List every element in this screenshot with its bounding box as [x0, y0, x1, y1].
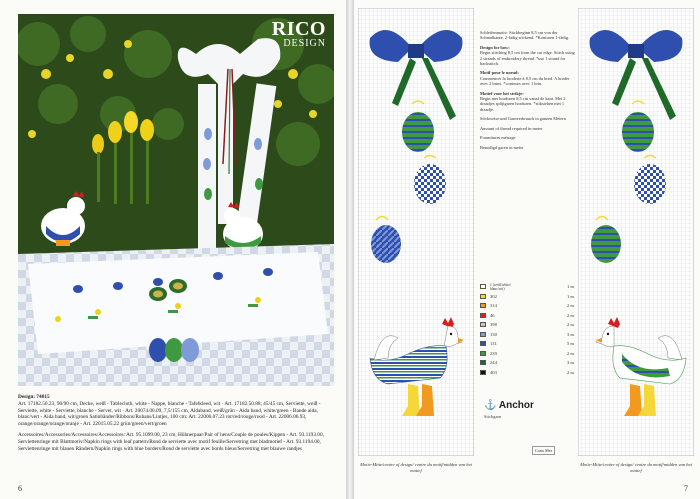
brand-subtitle: DESIGN	[283, 38, 326, 49]
instruction-nl: Begin met borduren 8,5 cm vanaf de kant. Met 2 draadjes splijtgaren borduren. *stiksteken met 1 draadje.	[480, 96, 566, 112]
anchor-subtitle: Stickgarn	[484, 414, 502, 419]
thread-row: 302 1 m	[480, 292, 574, 302]
instruction-en-title: Design for bow:	[480, 44, 510, 50]
thread-swatch	[480, 322, 486, 327]
thread-row: 403 2 m	[480, 368, 574, 378]
design-number: Design: 74815	[18, 394, 50, 400]
anchor-logo: ⚓ Anchor	[484, 400, 534, 411]
thread-swatch	[480, 294, 486, 299]
page-number-right: 7	[684, 484, 688, 493]
thread-swatch	[480, 351, 486, 356]
thread-note-de: Stickweise und Garnverbrauch in ganzen Metern	[480, 116, 566, 122]
motif-caption-left: Motiv-Mitte/centre of design/ centre du motif/midden van het motief	[360, 462, 472, 473]
coats-logo: Coats Mez	[532, 446, 555, 455]
stitch-instructions	[480, 30, 576, 154]
article-list: Art. 17182.50.23, 90/90 cm, Decke, weiß - Tablecloth, white - Nappe, blanche - Tafelkleed, wit · Art. 17182.50.88, 45/45 cm, Serviette, weiß - Serviette, white - Serviette, blanche - Servet, wit · Art. 20074.00.09, 7,5/155 cm, Aidaband, weiß/grün - Aida band, white/green - Bande aida, blanc/vert - Aida band, wit/groen Satinbänder/Ribbons/Rubans/Lintjes, 100 cm: Art. 22006.07.23 rot/red/rouge/rood - Art. 22006.06.93, orange/orange/orange/oranje - Art. 22015.05.22 grün/green/vert/groen	[18, 400, 321, 428]
thread-note-fr: Fournitures métrage	[480, 135, 516, 141]
thread-swatch	[480, 360, 486, 365]
right-page	[354, 0, 700, 499]
thread-row: 398 2 m	[480, 320, 574, 330]
thread-note-nl: Benodigd garen in meter	[480, 144, 524, 150]
thread-legend	[480, 282, 574, 377]
anchor-brand: Anchor	[498, 400, 534, 411]
thread-row: 314 2 m	[480, 301, 574, 311]
cross-stitch-chart-left	[358, 8, 474, 456]
brand-name: RICO	[271, 18, 326, 40]
thread-row: 131 5 m	[480, 339, 574, 349]
thread-row: 239 2 m	[480, 349, 574, 359]
motif-caption-right: Motiv-Mitte/centre of design/ centre du motif/midden van het motief	[580, 462, 692, 473]
thread-swatch	[480, 332, 486, 337]
photo-caption	[18, 394, 334, 456]
thread-swatch	[480, 370, 486, 375]
instruction-fr: Commencer la broderie à 8,5 cm du bord. A broder avec 2 brins. *contours avec 1 brin.	[480, 75, 570, 87]
thread-row: 244 3 m	[480, 358, 574, 368]
brand-logo	[272, 20, 326, 49]
product-photo	[18, 14, 334, 386]
instruction-de: Schleifenmotiv: Stickbeginn 8,5 cm von der Schmalkante, 2-fädig stickend. *Konturen 1-fädig.	[480, 30, 570, 41]
thread-row: 1 (weiß/white/ blanc/wit) 1 m	[480, 282, 574, 292]
chart-grid-left	[358, 8, 474, 456]
thread-swatch	[480, 313, 486, 318]
instruction-fr-title: Motif pour le noeud:	[480, 70, 519, 76]
easter-table-photo	[18, 14, 334, 386]
page-number-left: 6	[18, 484, 22, 493]
thread-note-en: Amount of thread required in meter	[480, 125, 543, 131]
thread-swatch	[480, 284, 486, 289]
instruction-en: Begin stitching 8,5 cm from the cut edge. Stitch using 2 strands of embroidery thread. *use 1 strand for backstitch.	[480, 50, 575, 67]
instruction-nl-title: Motief voor het strikje:	[480, 90, 524, 96]
accessories-list: Accessoires/Accessories/Accessoires/Accessoires: Art. 95.1099.00, 23 cm, Hühnerpaar/Pair of hens/Couple de poules/Kippen - Art. 93.1193.00, Serviettenringe mit Blattmotiv/Napkin rings with leaf pattern/Rond de serviette avec motif feuille/Servetring met bladmotief - Art. 93.1194.00, Serviettenringe mit blauen Rändern/Napkin rings with blue borders/Rond de serviette avec bords bleus/Servetring met blauwe randjes	[18, 431, 324, 452]
cross-stitch-chart-right	[578, 8, 694, 456]
thread-swatch	[480, 303, 486, 308]
thread-swatch	[480, 341, 486, 346]
chart-grid-right	[578, 8, 694, 456]
thread-row: 130 3 m	[480, 330, 574, 340]
left-page	[0, 0, 346, 499]
book-gutter	[346, 0, 354, 499]
thread-row: 46 2 m	[480, 311, 574, 321]
